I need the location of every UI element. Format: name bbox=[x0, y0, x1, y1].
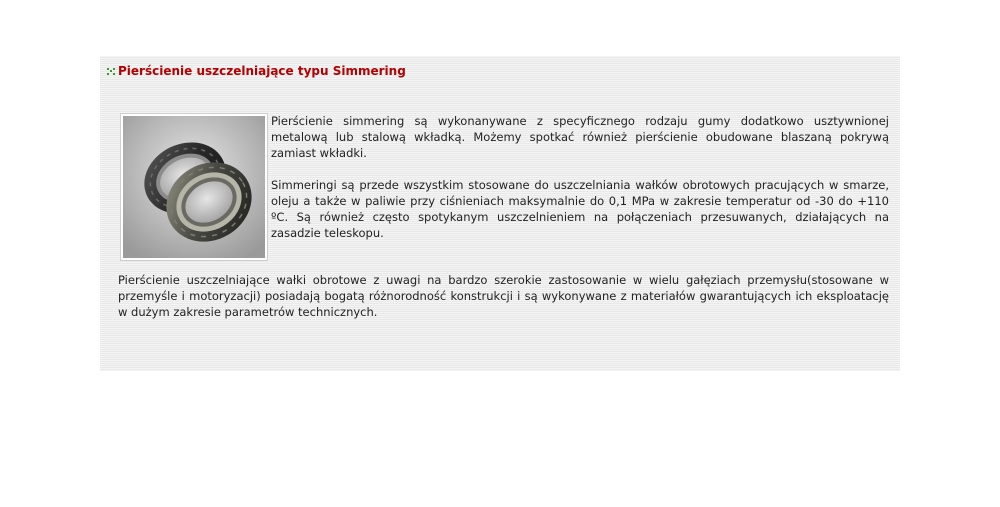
seal-rings-image bbox=[120, 113, 268, 261]
paragraph-1: Pierścienie simmering są wykonanywane z specyficznego rodzaju gumy dodatkowo usztywnionej metalową lub stalową wkładką. Możemy spotkać również pierścienie obudowane blaszaną pokrywą zamiast wkładki. bbox=[271, 114, 889, 160]
section-title: Pierścienie uszczelniające typu Simmering bbox=[118, 64, 406, 78]
paragraph-3: Pierścienie uszczelniające wałki obrotowe z uwagi na bardzo szerokie zastosowanie w wielu gałęziach przemysłu(stosowane w przemyśle i motoryzacji) posiadają bogatą różnorodność konstrukcji i są wykonywane z materiałów gwarantujących ich eksploatację w dużym zakresie parametrów technicznych. bbox=[118, 273, 889, 319]
green-dots-bullet-icon bbox=[107, 67, 115, 76]
description-text bbox=[271, 113, 889, 257]
paragraph-2: Simmeringi są przede wszystkim stosowane do uszczelniania wałków obrotowych pracujących w smarze, oleju a także w paliwie przy ciśnieniach maksymalnie do 0,1 MPa w zakresie temperatur od -30 do +110 ºC. Są również często spotykanym uszczelnieniem na połączeniach przesuwanych, działających na zasadzie teleskopu. bbox=[271, 178, 889, 240]
content-panel bbox=[100, 56, 900, 371]
section-header bbox=[107, 64, 406, 78]
